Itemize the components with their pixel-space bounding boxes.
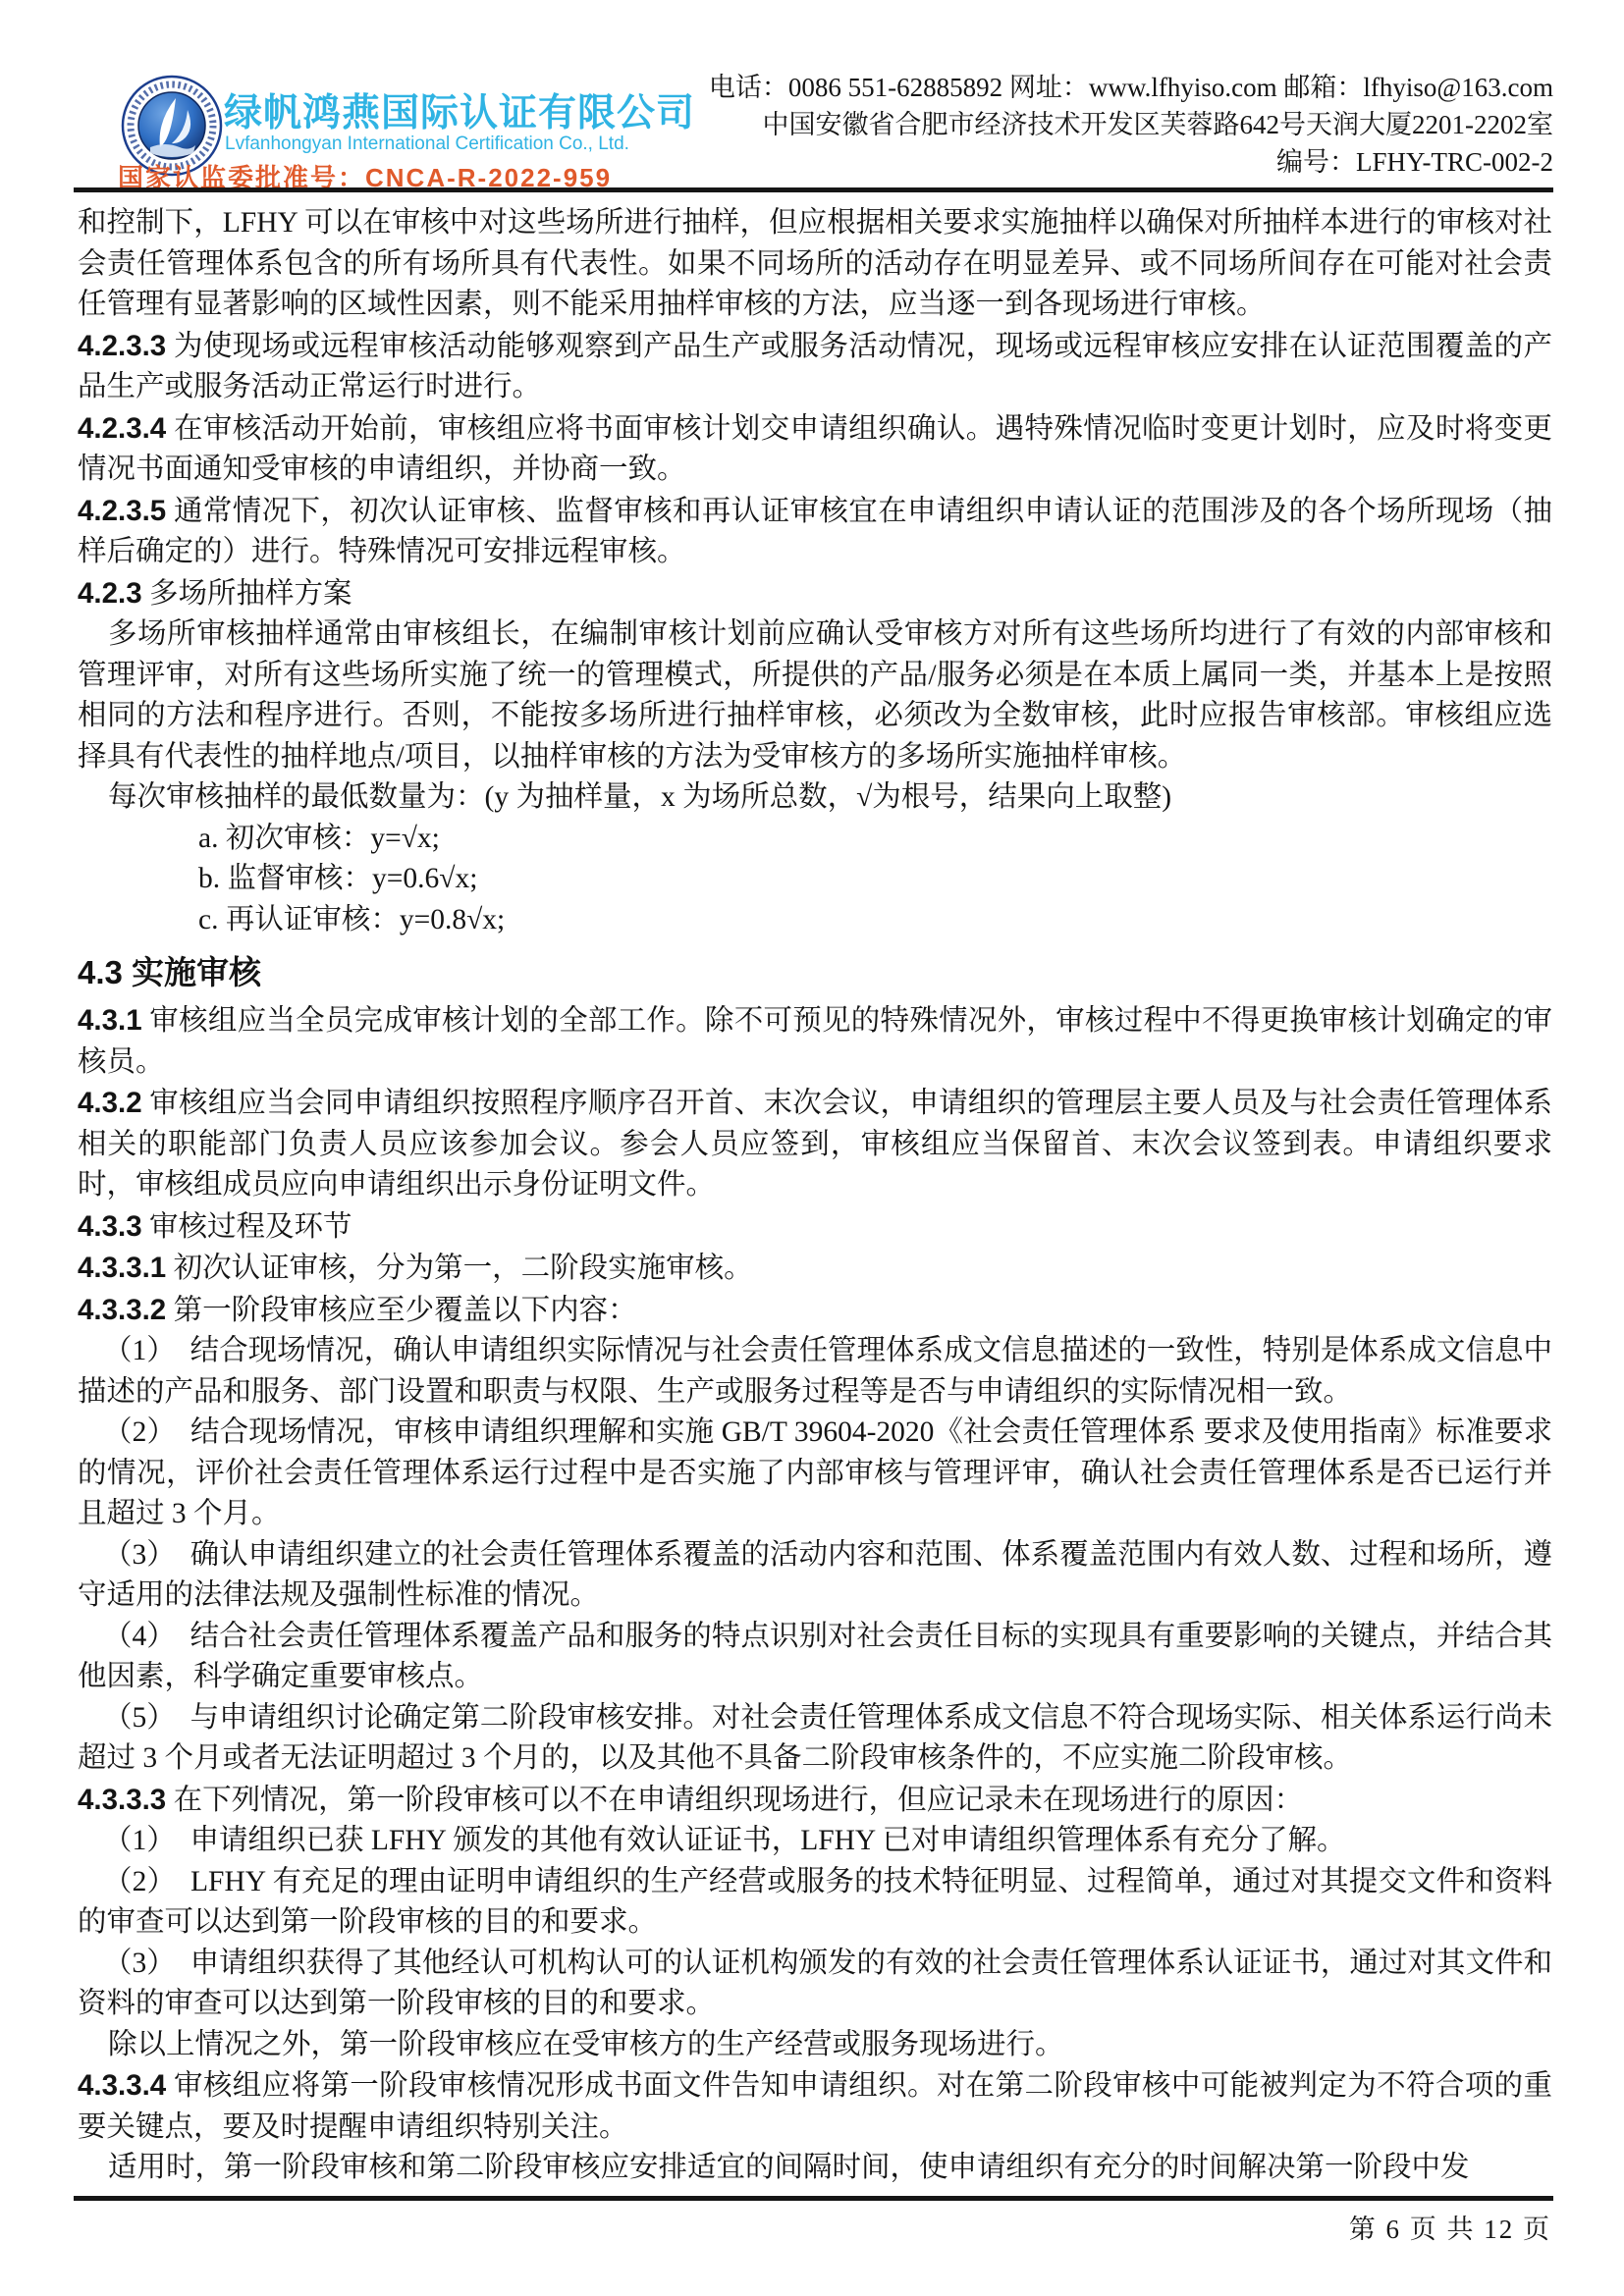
paragraph-text: 实施审核 — [132, 954, 262, 990]
paragraph-text: 审核组应将第一阶段审核情况形成书面文件告知申请组织。对在第二阶段审核中可能被判定为不符合项的重要关键点，要及时提醒申请组织特别关注。 — [78, 2070, 1552, 2143]
paragraph-text: （1） 结合现场情况，确认申请组织实际情况与社会责任管理体系成文信息描述的一致性，特别是体系成文信息中描述的产品和服务、部门设置和职责与权限、生产或服务过程等是否与申请组织的实际情况相一致。 — [78, 1335, 1552, 1408]
paragraph — [78, 203, 1552, 326]
contact-line: 电话：0086 551-62885892 网址：www.lfhyiso.com 邮箱：lfhyiso@163.com — [708, 73, 1553, 102]
paragraph-text: 初次认证审核，分为第一，二阶段实施审核。 — [173, 1253, 753, 1284]
paragraph — [78, 777, 1552, 819]
paragraph — [78, 1944, 1552, 2025]
paragraph — [78, 2025, 1552, 2066]
paragraph-text: c. 再认证审核：y=0.8√x; — [198, 903, 506, 935]
paragraph — [78, 1535, 1552, 1617]
paragraph-text: a. 初次审核：y=√x; — [198, 822, 440, 854]
paragraph — [78, 1780, 1552, 1822]
paragraph-text: 审核过程及环节 — [149, 1210, 352, 1243]
paragraph — [78, 1821, 1552, 1862]
section-number: 4.3 — [78, 954, 123, 990]
paragraph — [78, 1248, 1552, 1290]
paragraph-text: 审核组应当全员完成审核计划的全部工作。除不可预见的特殊情况外，审核过程中不得更换审核计划确定的审核员。 — [78, 1005, 1552, 1078]
paragraph-text: 通常情况下，初次认证审核、监督审核和再认证审核宜在申请组织申请认证的范围涉及的各个场所现场（抽样后确定的）进行。特殊情况可安排远程审核。 — [78, 495, 1552, 567]
paragraph-text: （2） 结合现场情况，审核申请组织理解和实施 GB/T 39604-2020《社会责任管理体系 要求及使用指南》标准要求的情况，评价社会责任管理体系运行过程中是否实施了内部审核与管理评审，确认社会责任管理体系是否已运行并且超过 3 个月。 — [78, 1416, 1552, 1529]
paragraph-text: 适用时，第一阶段审核和第二阶段审核应安排适宜的间隔时间，使申请组织有充分的时间解决第一阶段中发 — [108, 2152, 1470, 2183]
paragraph — [78, 819, 1552, 860]
paragraph — [78, 1698, 1552, 1780]
paragraph-text: 多场所抽样方案 — [149, 577, 352, 610]
paragraph — [78, 900, 1552, 941]
footer-divider — [74, 2196, 1553, 2201]
paragraph — [78, 614, 1552, 777]
paragraph — [78, 326, 1552, 408]
section-number: 4.2.3.4 — [78, 411, 167, 445]
section-number: 4.3.1 — [78, 1004, 142, 1037]
section-number: 4.3.3.3 — [78, 1783, 167, 1816]
paragraph-text: （2） LFHY 有充足的理由证明申请组织的生产经营或服务的技术特征明显、过程简单，通过对其提交文件和资料的审查可以达到第一阶段审核的目的和要求。 — [78, 1865, 1552, 1938]
paragraph — [78, 1413, 1552, 1535]
section-number: 4.2.3.5 — [78, 494, 167, 527]
company-name-zh: 绿帆鸿燕国际认证有限公司 — [224, 92, 696, 134]
paragraph-text: （3） 申请组织获得了其他经认可机构认可的认证机构颁发的有效的社会责任管理体系认证证书，通过对其文件和资料的审查可以达到第一阶段审核的目的和要求。 — [78, 1947, 1552, 2019]
paragraph — [78, 573, 1552, 615]
document-body — [78, 203, 1552, 2189]
paragraph — [78, 1083, 1552, 1206]
paragraph-text: 审核组应当会同申请组织按照程序顺序召开首、末次会议，申请组织的管理层主要人员及与社会责任管理体系相关的职能部门负责人员应该参加会议。参会人员应签到，审核组应当保留首、末次会议签到表。申请组织要求时，审核组成员应向申请组织出示身份证明文件。 — [78, 1088, 1552, 1201]
paragraph-text: 在下列情况，第一阶段审核可以不在申请组织现场进行，但应记录未在现场进行的原因： — [173, 1784, 1304, 1816]
paragraph — [78, 491, 1552, 573]
header-divider — [74, 187, 1553, 192]
paragraph-text: （5） 与申请组织讨论确定第二阶段审核安排。对社会责任管理体系成文信息不符合现场实际、相关体系运行尚未超过 3 个月或者无法证明超过 3 个月的，以及其他不具备二阶段审核条件的，不应实施二阶段审核。 — [78, 1701, 1552, 1774]
paragraph-text: b. 监督审核：y=0.6√x; — [198, 863, 478, 894]
paragraph — [78, 1331, 1552, 1413]
paragraph — [78, 1000, 1552, 1083]
paragraph-text: 除以上情况之外，第一阶段审核应在受审核方的生产经营或服务现场进行。 — [108, 2028, 1064, 2060]
section-number: 4.3.2 — [78, 1087, 142, 1119]
paragraph — [78, 859, 1552, 900]
paragraph-text: 和控制下，LFHY 可以在审核中对这些场所进行抽样，但应根据相关要求实施抽样以确保对所抽样本进行的审核对社会责任管理体系包含的所有场所具有代表性。如果不同场所的活动存在明显差异、或不同场所间存在可能对社会责任管理有显著影响的区域性因素，则不能采用抽样审核的方法，应当逐一到各现场进行审核。 — [78, 207, 1552, 320]
section-number: 4.3.3.1 — [78, 1252, 167, 1284]
paragraph — [78, 1290, 1552, 1332]
paragraph — [78, 1862, 1552, 1944]
paragraph — [78, 1617, 1552, 1698]
company-address: 中国安徽省合肥市经济技术开发区芙蓉路642号天润大厦2201-2202室 — [762, 110, 1553, 139]
paragraph-text: 第一阶段审核应至少覆盖以下内容： — [173, 1294, 637, 1326]
section-heading — [78, 950, 1552, 995]
paragraph-text: （1） 申请组织已获 LFHY 颁发的其他有效认证证书，LFHY 已对申请组织管理体系有充分了解。 — [103, 1825, 1346, 1856]
paragraph — [78, 1206, 1552, 1249]
paragraph-text: 在审核活动开始前，审核组应将书面审核计划交申请组织确认。遇特殊情况临时变更计划时，应及时将变更情况书面通知受审核的申请组织，并协商一致。 — [78, 412, 1552, 485]
paragraph-text: 多场所审核抽样通常由审核组长，在编制审核计划前应确认受审核方对所有这些场所均进行了有效的内部审核和管理评审，对所有这些场所实施了统一的管理模式，所提供的产品/服务必须是在本质上属同一类，并基本上是按照相同的方法和程序进行。否则，不能按多场所进行抽样审核，必须改为全数审核，此时应报告审核部。审核组应选择具有代表性的抽样地点/项目，以抽样审核的方法为受审核方的多场所实施抽样审核。 — [78, 618, 1552, 773]
section-number: 4.3.3.2 — [78, 1293, 167, 1326]
section-number: 4.2.3 — [78, 576, 142, 610]
paragraph-text: （4） 结合社会责任管理体系覆盖产品和服务的特点识别对社会责任目标的实现具有重要影响的关键点，并结合其他因素，科学确定重要审核点。 — [78, 1620, 1552, 1692]
paragraph — [78, 2148, 1552, 2189]
paragraph-text: 每次审核抽样的最低数量为：(y 为抽样量，x 为场所总数，√为根号，结果向上取整) — [108, 781, 1172, 813]
section-number: 4.2.3.3 — [78, 329, 167, 362]
page-number: 第 6 页 共 12 页 — [1348, 2215, 1551, 2244]
section-number: 4.3.3 — [78, 1209, 142, 1243]
approval-number: 国家认监委批准号：CNCA-R-2022-959 — [118, 163, 613, 192]
document-number: 编号：LFHY-TRC-002-2 — [1276, 147, 1553, 177]
paragraph-text: 为使现场或远程审核活动能够观察到产品生产或服务活动情况，现场或远程审核应安排在认证范围覆盖的产品生产或服务活动正常运行时进行。 — [78, 330, 1552, 402]
company-name-en: Lvfanhongyan International Certification Co., Ltd. — [225, 133, 629, 154]
section-number: 4.3.3.4 — [78, 2069, 167, 2102]
paragraph — [78, 408, 1552, 491]
paragraph-text: （3） 确认申请组织建立的社会责任管理体系覆盖的活动内容和范围、体系覆盖范围内有效人数、过程和场所，遵守适用的法律法规及强制性标准的情况。 — [78, 1538, 1552, 1611]
paragraph — [78, 2065, 1552, 2148]
contact-block — [709, 69, 1553, 181]
